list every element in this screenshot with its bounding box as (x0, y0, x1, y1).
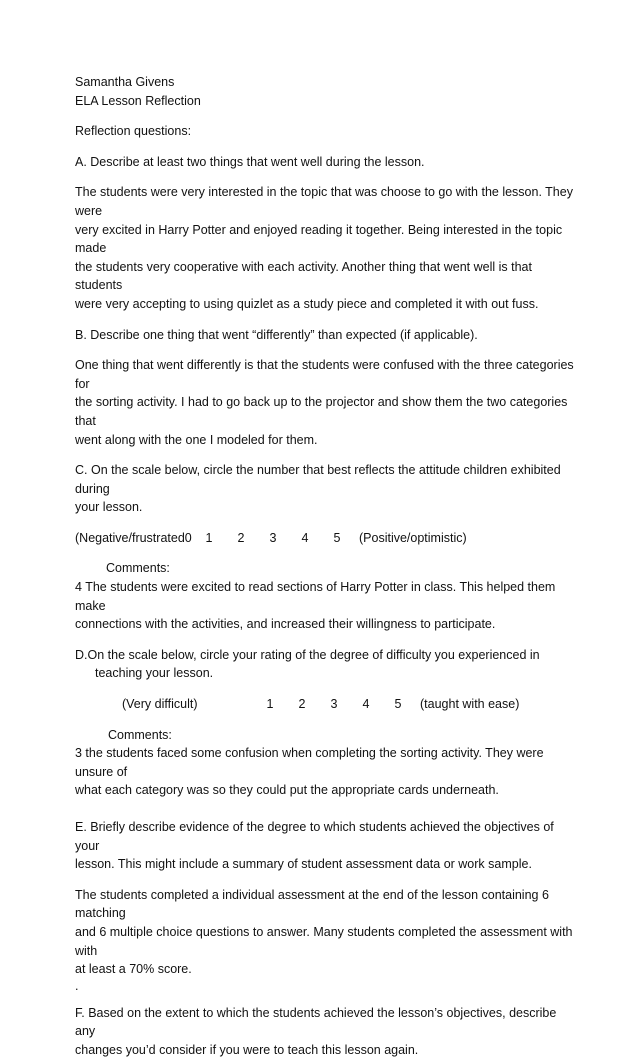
question-c (75, 461, 575, 517)
question-e-line: lesson. This might include a summary of student assessment data or work sample. (75, 857, 532, 872)
comments-d (75, 744, 575, 800)
answer-e-line: at least a 70% score. (75, 962, 192, 977)
question-d (75, 646, 575, 683)
answer-a (75, 183, 575, 313)
author-name: Samantha Givens (75, 75, 175, 89)
scale-right-label: (Positive/optimistic) (359, 530, 467, 545)
scale-left-label: (Very difficult) (122, 697, 198, 712)
question-a: A. Describe at least two things that went well during the lesson. (75, 154, 425, 169)
question-f (75, 1004, 575, 1060)
answer-e-line: The students completed a individual assessment at the end of the lesson containing 6 matching (75, 887, 549, 921)
scale-option-5[interactable]: 5 (394, 697, 402, 712)
scale-option-2[interactable]: 2 (298, 697, 306, 712)
question-e-line: E. Briefly describe evidence of the degree to which students achieved the objectives of your (75, 820, 554, 853)
scale-option-4[interactable]: 4 (362, 697, 370, 712)
scale-option-3[interactable]: 3 (330, 697, 338, 712)
answer-a-line: The students were very interested in the topic that was choose to go with the lesson. They were (75, 185, 573, 218)
answer-e-line: and 6 multiple choice questions to answer. Many students completed the assessment with with (75, 924, 573, 958)
comments-label: Comments: (106, 561, 170, 576)
document-page (75, 73, 575, 1060)
comments-d-line: 3 the students faced some confusion when completing the sorting activity. They were unsure of (75, 746, 544, 779)
answer-b-line: went along with the one I modeled for them. (75, 432, 318, 447)
comments-label: Comments: (108, 727, 172, 742)
scale-option-4[interactable]: 4 (301, 530, 309, 545)
question-d-line: D.On the scale below, circle your rating of the degree of difficulty you experienced in (75, 647, 540, 662)
scale-option-3[interactable]: 3 (269, 530, 277, 545)
scale-option-1[interactable]: 1 (205, 530, 213, 545)
answer-a-line: the students very cooperative with each activity. Another thing that went well is that students (75, 259, 532, 293)
comments-d-line: what each category was so they could put the appropriate cards underneath. (75, 783, 499, 798)
intro-heading: Reflection questions: (75, 124, 192, 139)
scale-option-2[interactable]: 2 (237, 530, 245, 545)
scale-option-5[interactable]: 5 (333, 530, 341, 545)
scale-right-label: (taught with ease) (420, 697, 520, 712)
answer-a-line: very excited in Harry Potter and enjoyed reading it together. Being interested in the topic made (75, 222, 563, 256)
question-d-line: teaching your lesson. (95, 666, 214, 681)
question-c-line: C. On the scale below, circle the number that best reflects the attitude children exhibited during (75, 463, 561, 496)
scale-left-label: (Negative/frustrated0 (75, 530, 192, 545)
answer-b-line: the sorting activity. I had to go back up to the projector and show them the two categories that (75, 395, 568, 428)
question-f-line: F. Based on the extent to which the students achieved the lesson’s objectives, describe any (75, 1005, 557, 1039)
answer-e (75, 886, 575, 993)
question-e (75, 818, 575, 874)
stray-dot: . (75, 978, 79, 993)
comments-c-line: connections with the activities, and increased their willingness to participate. (75, 617, 496, 632)
answer-a-line: were very accepting to using quizlet as a study piece and completed it with out fuss. (75, 296, 539, 311)
comments-c (75, 578, 575, 634)
attitude-scale (75, 529, 575, 548)
answer-b (75, 356, 575, 449)
question-f-line: changes you’d consider if you were to teach this lesson again. (75, 1042, 419, 1057)
question-b: B. Describe one thing that went “differently” than expected (if applicable). (75, 327, 478, 342)
answer-b-line: One thing that went differently is that the students were confused with the three categories for (75, 358, 574, 391)
document-title: ELA Lesson Reflection (75, 93, 201, 108)
comments-c-line: 4 The students were excited to read sections of Harry Potter in class. This helped them make (75, 580, 556, 613)
difficulty-scale (75, 695, 575, 714)
scale-option-1[interactable]: 1 (266, 697, 274, 712)
question-c-line: your lesson. (75, 500, 143, 515)
